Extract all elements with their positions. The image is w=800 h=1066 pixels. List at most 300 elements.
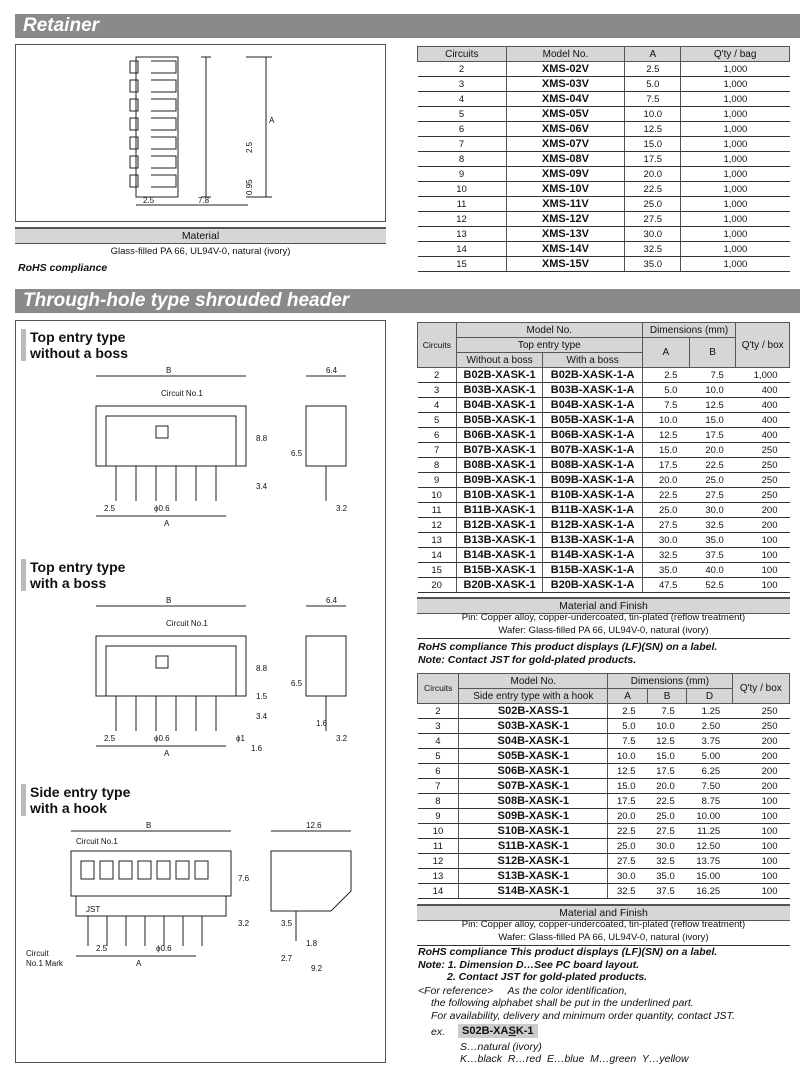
cell-circuits: 11 — [418, 197, 507, 212]
cell-qty: 100 — [732, 824, 789, 839]
cell-circuits: 12 — [418, 854, 459, 869]
table-row — [418, 704, 790, 719]
dim-label-h2: 6.5 — [291, 449, 303, 458]
cell-b: 35.0 — [648, 869, 687, 884]
cell-circuits: 6 — [418, 428, 457, 443]
col-a: A — [608, 689, 648, 704]
cell-model-with-boss: B12B-XASK-1-A — [543, 518, 642, 533]
t1-rohs: RoHS compliance This product displays (LF)(SN) on a label. — [418, 641, 718, 653]
cell-a: 7.5 — [642, 398, 689, 413]
cell-model-without-boss: B12B-XASK-1 — [456, 518, 543, 533]
cell-model-with-boss: B08B-XASK-1-A — [543, 458, 642, 473]
cell-a: 17.5 — [608, 794, 648, 809]
cell-circuits: 2 — [418, 62, 507, 77]
t2-note1: Note: 1. Dimension D…See PC board layout. — [418, 959, 640, 971]
table-row — [418, 488, 790, 503]
cell-b: 10.0 — [689, 383, 735, 398]
dim-label-d: ϕ0.6 — [156, 944, 172, 953]
cell-model: XMS-13V — [506, 227, 625, 242]
cell-a: 17.5 — [642, 458, 689, 473]
ref2: the following alphabet shall be put in the underlined part. — [431, 997, 694, 1009]
cell-circuits: 7 — [418, 137, 507, 152]
col-side-entry: Side entry type with a hook — [459, 689, 608, 704]
retainer-rohs: RoHS compliance — [18, 262, 108, 274]
cell-d: 12.50 — [687, 839, 732, 854]
cell-qty: 1,000 — [681, 77, 790, 92]
cell-b: 27.5 — [689, 488, 735, 503]
drawing-title-line2: without a boss — [30, 345, 128, 361]
cell-circuits: 8 — [418, 458, 457, 473]
cell-a: 22.5 — [625, 182, 681, 197]
dim-label-h1: 8.8 — [256, 434, 268, 443]
top-entry-table — [417, 322, 790, 593]
cell-d: 13.75 — [687, 854, 732, 869]
table-row — [418, 869, 790, 884]
cell-a: 30.0 — [608, 869, 648, 884]
cell-qty: 250 — [736, 488, 790, 503]
table-row — [418, 578, 790, 593]
cell-b: 20.0 — [648, 779, 687, 794]
cell-a: 20.0 — [608, 809, 648, 824]
cell-b: 30.0 — [648, 839, 687, 854]
cell-a: 15.0 — [642, 443, 689, 458]
table-row — [418, 473, 790, 488]
dim-label-s: 1.8 — [306, 939, 318, 948]
drawing-title-line1: Top entry type — [30, 559, 126, 575]
cell-circuits: 13 — [418, 227, 507, 242]
section-header-shrouded: Through-hole type shrouded header — [15, 289, 800, 313]
cell-a: 7.5 — [625, 92, 681, 107]
col-header: Q'ty / bag — [681, 47, 790, 62]
cell-b: 17.5 — [648, 764, 687, 779]
cell-a: 5.0 — [625, 77, 681, 92]
cell-d: 10.00 — [687, 809, 732, 824]
cell-model: S12B-XASK-1 — [459, 854, 608, 869]
drawing-title — [21, 329, 128, 361]
cell-model: S09B-XASK-1 — [459, 809, 608, 824]
cell-qty: 200 — [732, 779, 789, 794]
dim-label-s2: 2.7 — [281, 954, 293, 963]
ex-model — [458, 1024, 538, 1038]
cell-b: 22.5 — [689, 458, 735, 473]
dim-label-circuit: Circuit No.1 — [161, 389, 203, 398]
cell-model: XMS-15V — [506, 257, 625, 272]
table-row — [418, 749, 790, 764]
cell-model: S04B-XASK-1 — [459, 734, 608, 749]
cell-qty: 400 — [736, 398, 790, 413]
cell-model: S02B-XASS-1 — [459, 704, 608, 719]
cell-model: XMS-04V — [506, 92, 625, 107]
cell-b: 32.5 — [689, 518, 735, 533]
cell-b: 25.0 — [648, 809, 687, 824]
cell-qty: 1,000 — [681, 152, 790, 167]
dim-label-mark: Circuit — [26, 949, 49, 958]
section-header-retainer: Retainer — [15, 14, 800, 38]
cell-model: S06B-XASK-1 — [459, 764, 608, 779]
col-d: D — [687, 689, 732, 704]
cell-qty: 1,000 — [681, 137, 790, 152]
cell-qty: 100 — [732, 854, 789, 869]
drawing-title — [21, 784, 130, 816]
cell-model-without-boss: B09B-XASK-1 — [456, 473, 543, 488]
cell-circuits: 5 — [418, 413, 457, 428]
t2-rohs: RoHS compliance This product displays (LF)(SN) on a label. — [418, 946, 718, 958]
dim-label-h4: 1.5 — [256, 692, 268, 701]
table-row — [418, 809, 790, 824]
cell-a: 12.5 — [642, 428, 689, 443]
cell-model-without-boss: B04B-XASK-1 — [456, 398, 543, 413]
col-b: B — [648, 689, 687, 704]
cell-model: XMS-05V — [506, 107, 625, 122]
table-row — [418, 428, 790, 443]
ex-pre: S02B-XA — [462, 1025, 509, 1037]
dim-label-b: B — [146, 821, 152, 830]
table-row — [418, 182, 790, 197]
cell-model: S03B-XASK-1 — [459, 719, 608, 734]
ref3: For availability, delivery and minimum order quantity, contact JST. — [431, 1010, 735, 1022]
cell-model-with-boss: B03B-XASK-1-A — [543, 383, 642, 398]
table-row — [418, 443, 790, 458]
table-row — [418, 548, 790, 563]
cell-model-with-boss: B15B-XASK-1-A — [543, 563, 642, 578]
drawing-title — [21, 559, 125, 591]
cell-circuits: 6 — [418, 122, 507, 137]
cell-b: 17.5 — [689, 428, 735, 443]
t1-pin: Pin: Copper alloy, copper-undercoated, tin-plated (reflow treatment) — [461, 612, 746, 623]
cell-circuits: 3 — [418, 77, 507, 92]
cell-circuits: 3 — [418, 719, 459, 734]
cell-a: 47.5 — [642, 578, 689, 593]
cell-a: 10.0 — [608, 749, 648, 764]
cell-qty: 1,000 — [681, 212, 790, 227]
cell-model: S13B-XASK-1 — [459, 869, 608, 884]
cell-b: 27.5 — [648, 824, 687, 839]
col-with-boss: With a boss — [543, 353, 642, 368]
cell-model-without-boss: B02B-XASK-1 — [456, 368, 543, 383]
t2-material-title: Material and Finish — [417, 904, 790, 921]
cell-model-with-boss: B02B-XASK-1-A — [543, 368, 642, 383]
cell-circuits: 4 — [418, 92, 507, 107]
table-row — [418, 764, 790, 779]
drawing-title-line1: Side entry type — [30, 784, 131, 800]
cell-b: 52.5 — [689, 578, 735, 593]
cell-d: 16.25 — [687, 884, 732, 899]
table-row — [418, 719, 790, 734]
cell-qty: 200 — [732, 764, 789, 779]
dim-label-w: 6.4 — [326, 596, 338, 605]
cell-qty: 1,000 — [681, 227, 790, 242]
dim-label-d: ϕ0.6 — [154, 504, 170, 513]
dim-label-s2: 1.6 — [251, 744, 263, 753]
cell-model: XMS-08V — [506, 152, 625, 167]
cell-model-without-boss: B11B-XASK-1 — [456, 503, 543, 518]
cell-b: 15.0 — [648, 749, 687, 764]
table-row — [418, 563, 790, 578]
cell-d: 2.50 — [687, 719, 732, 734]
t2-pin: Pin: Copper alloy, copper-undercoated, tin-plated (reflow treatment) — [461, 919, 746, 930]
dim-label-jst: JST — [86, 905, 101, 914]
dim-label-circuit: Circuit No.1 — [166, 619, 208, 628]
cell-a: 25.0 — [625, 197, 681, 212]
cell-model-with-boss: B10B-XASK-1-A — [543, 488, 642, 503]
cell-circuits: 8 — [418, 794, 459, 809]
table-row — [418, 92, 790, 107]
cell-d: 1.25 — [687, 704, 732, 719]
cell-model-with-boss: B06B-XASK-1-A — [543, 428, 642, 443]
dim-pitch: 2.5 — [143, 196, 155, 205]
dim-a: A — [269, 116, 275, 125]
table-row — [418, 212, 790, 227]
cell-qty: 100 — [732, 794, 789, 809]
cell-a: 20.0 — [642, 473, 689, 488]
cell-qty: 200 — [732, 734, 789, 749]
cell-qty: 1,000 — [681, 62, 790, 77]
cell-a: 32.5 — [625, 242, 681, 257]
table-row — [418, 398, 790, 413]
cell-circuits: 9 — [418, 809, 459, 824]
dim-label-w: 6.4 — [326, 366, 338, 375]
cell-circuits: 5 — [418, 749, 459, 764]
cell-model-with-boss: B05B-XASK-1-A — [543, 413, 642, 428]
cell-qty: 1,000 — [681, 167, 790, 182]
cell-b: 32.5 — [648, 854, 687, 869]
table-row — [418, 368, 790, 383]
cell-qty: 100 — [732, 839, 789, 854]
cell-a: 35.0 — [625, 257, 681, 272]
col-model: Model No. — [456, 323, 642, 338]
dim-label-a: A — [164, 749, 170, 758]
table-row — [418, 227, 790, 242]
cell-b: 37.5 — [689, 548, 735, 563]
cell-circuits: 13 — [418, 869, 459, 884]
cell-d: 7.50 — [687, 779, 732, 794]
cell-a: 12.5 — [608, 764, 648, 779]
cell-d: 3.75 — [687, 734, 732, 749]
cell-model: S05B-XASK-1 — [459, 749, 608, 764]
dim-pitch2: 2.5 — [245, 141, 254, 153]
cell-circuits: 2 — [418, 704, 459, 719]
cell-circuits: 7 — [418, 443, 457, 458]
cell-circuits: 20 — [418, 578, 457, 593]
cell-model: XMS-03V — [506, 77, 625, 92]
cell-circuits: 14 — [418, 548, 457, 563]
col-dim: Dimensions (mm) — [608, 674, 732, 689]
cell-qty: 250 — [732, 704, 789, 719]
table-row — [418, 533, 790, 548]
cell-a: 25.0 — [642, 503, 689, 518]
cell-model-without-boss: B03B-XASK-1 — [456, 383, 543, 398]
table-row — [418, 854, 790, 869]
cell-a: 15.0 — [608, 779, 648, 794]
cell-b: 25.0 — [689, 473, 735, 488]
cell-a: 27.5 — [625, 212, 681, 227]
cell-qty: 250 — [736, 443, 790, 458]
cell-qty: 1,000 — [681, 257, 790, 272]
dim-label-a: A — [136, 959, 142, 968]
cell-a: 30.0 — [625, 227, 681, 242]
dim-label-h3: 3.2 — [238, 919, 250, 928]
dim-label-s3: 1.6 — [316, 719, 328, 728]
col-qty: Q'ty / box — [732, 674, 789, 704]
cell-qty: 250 — [736, 458, 790, 473]
table-row — [418, 242, 790, 257]
ex-label: ex. — [431, 1026, 446, 1038]
col-header: A — [625, 47, 681, 62]
cell-a: 32.5 — [608, 884, 648, 899]
cell-circuits: 14 — [418, 242, 507, 257]
cell-circuits: 4 — [418, 734, 459, 749]
table-row — [418, 884, 790, 899]
dim-label-b: B — [166, 596, 172, 605]
cell-qty: 100 — [736, 578, 790, 593]
cell-qty: 1,000 — [681, 122, 790, 137]
cell-model-without-boss: B20B-XASK-1 — [456, 578, 543, 593]
col-circuits: Circuits — [418, 323, 457, 368]
cell-b: 40.0 — [689, 563, 735, 578]
cell-a: 20.0 — [625, 167, 681, 182]
cell-circuits: 8 — [418, 152, 507, 167]
cell-circuits: 9 — [418, 167, 507, 182]
table-row — [418, 257, 790, 272]
table-row — [418, 152, 790, 167]
dim-label-s3: 9.2 — [311, 964, 323, 973]
cell-d: 5.00 — [687, 749, 732, 764]
cell-circuits: 10 — [418, 488, 457, 503]
cell-model: S14B-XASK-1 — [459, 884, 608, 899]
cell-model: XMS-06V — [506, 122, 625, 137]
cell-qty: 1,000 — [681, 197, 790, 212]
cell-model-without-boss: B05B-XASK-1 — [456, 413, 543, 428]
table-row — [418, 197, 790, 212]
col-header: Circuits — [418, 47, 507, 62]
cell-circuits: 6 — [418, 764, 459, 779]
retainer-material-title: Material — [15, 227, 386, 244]
cell-model-without-boss: B14B-XASK-1 — [456, 548, 543, 563]
table-row — [418, 167, 790, 182]
dim-gap: 0.95 — [245, 179, 254, 195]
col-b: B — [689, 338, 735, 368]
cell-circuits: 11 — [418, 839, 459, 854]
ex-post: K-1 — [515, 1025, 534, 1037]
color-list: K…black R…red E…blue M…green Y…yellow — [460, 1053, 689, 1065]
table-row — [418, 503, 790, 518]
cell-model-without-boss: B06B-XASK-1 — [456, 428, 543, 443]
cell-model-with-boss: B14B-XASK-1-A — [543, 548, 642, 563]
cell-circuits: 3 — [418, 383, 457, 398]
cell-b: 15.0 — [689, 413, 735, 428]
t1-wafer: Wafer: Glass-filled PA 66, UL94V-0, natural (ivory) — [417, 625, 790, 639]
cell-qty: 1,000 — [681, 182, 790, 197]
cell-qty: 250 — [732, 719, 789, 734]
table-row — [418, 518, 790, 533]
drawing-title-line1: Top entry type — [30, 329, 126, 345]
table-row — [418, 779, 790, 794]
cell-a: 10.0 — [642, 413, 689, 428]
cell-model: XMS-07V — [506, 137, 625, 152]
cell-model: XMS-02V — [506, 62, 625, 77]
cell-circuits: 10 — [418, 824, 459, 839]
cell-b: 22.5 — [648, 794, 687, 809]
cell-a: 2.5 — [625, 62, 681, 77]
cell-model: S08B-XASK-1 — [459, 794, 608, 809]
dim-label-a: A — [164, 519, 170, 528]
table-row — [418, 77, 790, 92]
table-row — [418, 137, 790, 152]
cell-qty: 400 — [736, 428, 790, 443]
cell-model-with-boss: B11B-XASK-1-A — [543, 503, 642, 518]
connector-drawing — [16, 591, 385, 791]
cell-circuits: 7 — [418, 779, 459, 794]
cell-b: 12.5 — [689, 398, 735, 413]
header-drawings — [15, 320, 386, 1063]
cell-a: 27.5 — [642, 518, 689, 533]
cell-circuits: 14 — [418, 884, 459, 899]
dim-label-d2: ϕ1 — [236, 734, 245, 743]
table-row — [418, 122, 790, 137]
cell-circuits: 15 — [418, 563, 457, 578]
cell-d: 6.25 — [687, 764, 732, 779]
dim-label-h2: 3.5 — [281, 919, 293, 928]
table-row — [418, 734, 790, 749]
cell-model: S07B-XASK-1 — [459, 779, 608, 794]
cell-model: XMS-11V — [506, 197, 625, 212]
cell-a: 22.5 — [642, 488, 689, 503]
dim-width: 7.8 — [198, 196, 210, 205]
cell-qty: 1,000 — [681, 107, 790, 122]
cell-b: 10.0 — [648, 719, 687, 734]
cell-qty: 100 — [732, 869, 789, 884]
cell-a: 5.0 — [608, 719, 648, 734]
connector-drawing — [16, 361, 385, 561]
cell-a: 2.5 — [642, 368, 689, 383]
cell-model-without-boss: B07B-XASK-1 — [456, 443, 543, 458]
cell-qty: 100 — [736, 548, 790, 563]
cell-d: 15.00 — [687, 869, 732, 884]
cell-model-without-boss: B10B-XASK-1 — [456, 488, 543, 503]
col-a: A — [642, 338, 689, 368]
table-row — [418, 794, 790, 809]
col-header: Model No. — [506, 47, 625, 62]
col-model: Model No. — [459, 674, 608, 689]
cell-circuits: 11 — [418, 503, 457, 518]
cell-b: 7.5 — [648, 704, 687, 719]
cell-a: 5.0 — [642, 383, 689, 398]
cell-model-with-boss: B07B-XASK-1-A — [543, 443, 642, 458]
cell-qty: 200 — [736, 518, 790, 533]
dim-label-h3: 3.4 — [256, 712, 268, 721]
cell-circuits: 15 — [418, 257, 507, 272]
cell-model-with-boss: B04B-XASK-1-A — [543, 398, 642, 413]
table-row — [418, 413, 790, 428]
col-top-entry: Top entry type — [456, 338, 642, 353]
t2-wafer: Wafer: Glass-filled PA 66, UL94V-0, natural (ivory) — [417, 932, 790, 946]
cell-model-without-boss: B08B-XASK-1 — [456, 458, 543, 473]
dim-label-d: ϕ0.6 — [154, 734, 170, 743]
cell-qty: 400 — [736, 383, 790, 398]
cell-qty: 200 — [732, 749, 789, 764]
cell-qty: 1,000 — [681, 242, 790, 257]
color-natural: S…natural (ivory) — [460, 1041, 542, 1053]
table-row — [418, 383, 790, 398]
table-row — [418, 458, 790, 473]
cell-b: 7.5 — [689, 368, 735, 383]
dim-label-h1: 7.6 — [238, 874, 250, 883]
cell-model-with-boss: B13B-XASK-1-A — [543, 533, 642, 548]
col-qty: Q'ty / box — [736, 323, 790, 368]
cell-model: XMS-14V — [506, 242, 625, 257]
retainer-table — [417, 46, 790, 272]
cell-b: 12.5 — [648, 734, 687, 749]
